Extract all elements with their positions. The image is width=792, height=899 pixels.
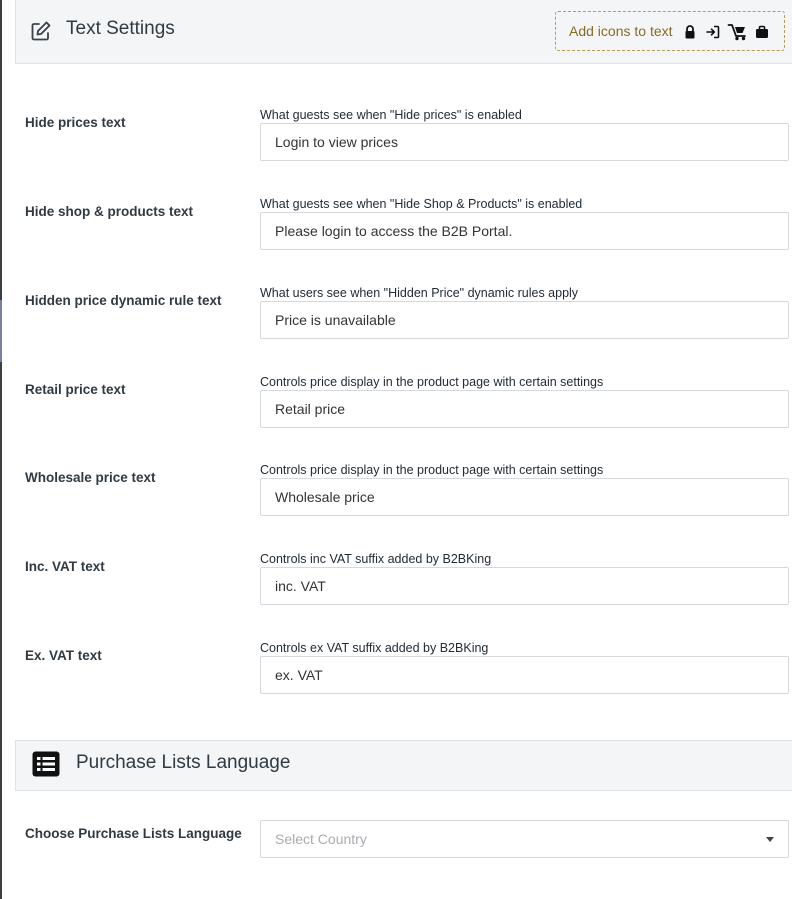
lock-icon[interactable]: [681, 23, 699, 41]
country-select[interactable]: [260, 820, 789, 858]
cart-icon[interactable]: [727, 23, 749, 41]
setting-description: Controls price display in the product page with certain settings: [260, 375, 604, 389]
list-icon: [32, 751, 60, 777]
setting-label: Hide shop & products text: [25, 204, 194, 219]
setting-row-hide-shop: [0, 197, 792, 264]
setting-description: Controls inc VAT suffix added by B2BKing: [260, 552, 492, 566]
wholesale-price-text-input[interactable]: [260, 478, 789, 516]
setting-row-inc-vat: [0, 552, 792, 619]
setting-row-ex-vat: [0, 641, 792, 708]
hidden-price-text-input[interactable]: [260, 301, 789, 339]
add-icons-label: Add icons to text: [569, 23, 673, 39]
inc-vat-text-input[interactable]: [260, 567, 789, 605]
purchase-lists-header: [15, 740, 792, 791]
edit-icon: [30, 20, 52, 42]
hide-prices-text-input[interactable]: [260, 123, 789, 161]
setting-description: What users see when "Hidden Price" dynamic rules apply: [260, 286, 579, 300]
setting-row-hide-prices: [0, 108, 792, 175]
purchase-lists-language-row: [0, 820, 792, 860]
setting-row-hidden-price: [0, 286, 792, 353]
setting-row-wholesale-price: [0, 463, 792, 530]
setting-label: Retail price text: [25, 382, 126, 397]
setting-description: What guests see when "Hide Shop & Products" is enabled: [260, 197, 583, 211]
add-icons-box: [555, 11, 785, 51]
setting-row-retail-price: [0, 375, 792, 442]
ex-vat-text-input[interactable]: [260, 656, 789, 694]
text-settings-title: Text Settings: [66, 18, 175, 39]
purchase-lists-language-label: Choose Purchase Lists Language: [25, 826, 242, 841]
purchase-lists-title: Purchase Lists Language: [76, 752, 291, 773]
setting-description: Controls price display in the product page with certain settings: [260, 463, 604, 477]
login-icon[interactable]: [704, 23, 722, 41]
setting-label: Ex. VAT text: [25, 648, 102, 663]
setting-label: Inc. VAT text: [25, 559, 105, 574]
setting-description: Controls ex VAT suffix added by B2BKing: [260, 641, 489, 655]
setting-label: Hide prices text: [25, 115, 126, 130]
setting-label: Hidden price dynamic rule text: [25, 293, 222, 308]
setting-label: Wholesale price text: [25, 470, 156, 485]
select-placeholder: Select Country: [275, 831, 367, 847]
chevron-down-icon: [766, 837, 774, 842]
bag-icon[interactable]: [753, 23, 771, 41]
hide-shop-text-input[interactable]: [260, 212, 789, 250]
text-settings-header: [15, 0, 792, 64]
setting-description: What guests see when "Hide prices" is enabled: [260, 108, 522, 122]
retail-price-text-input[interactable]: [260, 390, 789, 428]
